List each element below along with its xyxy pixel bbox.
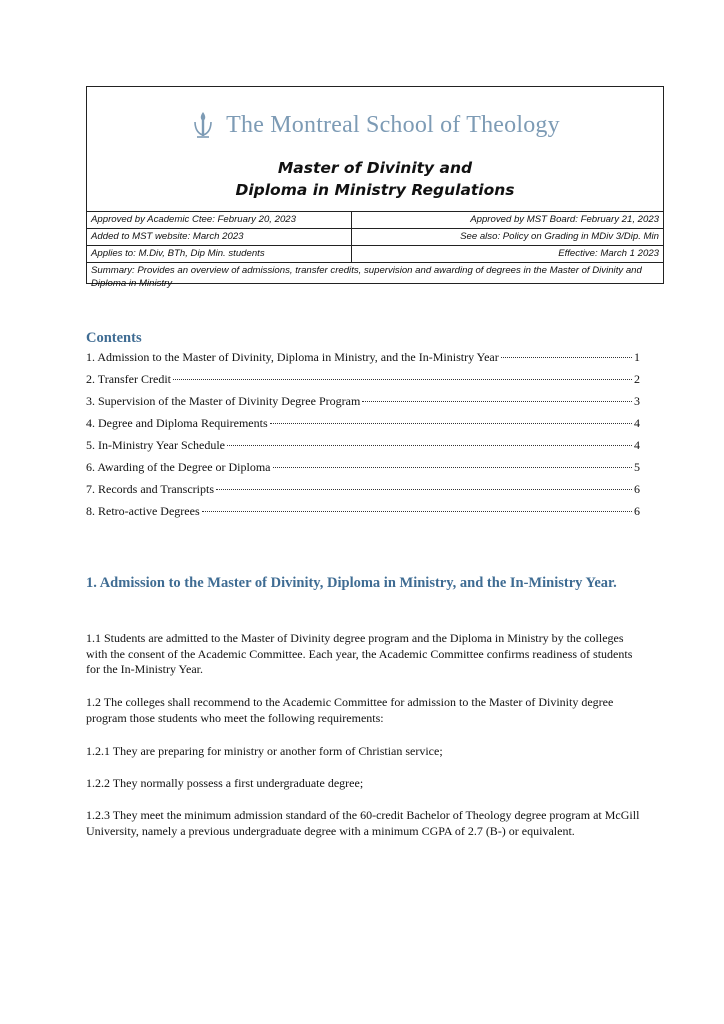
toc-item-label: 3. Supervision of the Master of Divinity Degree Program <box>86 394 361 408</box>
toc-item-label: 6. Awarding of the Degree or Diploma <box>86 460 271 474</box>
school-logo <box>87 109 663 141</box>
toc-leader-dots <box>270 423 632 424</box>
paragraph-1-2-2: 1.2.2 They normally possess a first undergraduate degree; <box>86 776 364 790</box>
toc-item-page: 6 <box>634 504 640 518</box>
toc-item-label: 7. Records and Transcripts <box>86 482 214 496</box>
toc-item-page: 6 <box>634 482 640 496</box>
metadata-row <box>87 263 663 292</box>
toc-item[interactable] <box>86 390 640 412</box>
toc-item[interactable] <box>86 412 640 434</box>
paragraph-1-2-3: 1.2.3 They meet the minimum admission standard of the 60-credit Bachelor of Theology degree program at McGill University, namely a previous undergraduate degree with a minimum CGPA of 2.7 (B-) or equivalent. <box>86 808 640 838</box>
effective-date: Effective: March 1 2023 <box>352 246 663 263</box>
section-1-heading: 1. Admission to the Master of Divinity, Diploma in Ministry, and the In-Ministry Year. <box>86 575 617 591</box>
toc-leader-dots <box>173 379 632 380</box>
toc-leader-dots <box>216 489 632 490</box>
toc-item[interactable] <box>86 478 640 500</box>
toc-item-label: 2. Transfer Credit <box>86 372 171 386</box>
metadata-row <box>87 246 663 263</box>
toc-leader-dots <box>202 511 632 512</box>
toc-leader-dots <box>362 401 632 402</box>
paragraph-1-2: 1.2 The colleges shall recommend to the Academic Committee for admission to the Master of Divinity degree program those students who meet the following requirements: <box>86 695 614 725</box>
toc-leader-dots <box>501 357 632 358</box>
toc-item-page: 1 <box>634 350 640 364</box>
toc-item[interactable] <box>86 346 640 368</box>
summary: Summary: Provides an overview of admissions, transfer credits, supervision and awarding of degrees in the Master of Divinity and Diploma in Ministry <box>87 263 663 292</box>
metadata-row <box>87 212 663 229</box>
toc-item-label: 5. In-Ministry Year Schedule <box>86 438 225 452</box>
toc-item[interactable] <box>86 368 640 390</box>
cross-candle-icon <box>190 110 216 140</box>
approval-metadata-table <box>87 211 663 291</box>
toc-item-page: 4 <box>634 438 640 452</box>
table-of-contents <box>86 346 640 522</box>
document-header-box <box>86 86 664 289</box>
toc-item-page: 4 <box>634 416 640 430</box>
title-line-2: Diploma in Ministry Regulations <box>235 181 515 199</box>
paragraph-1-2-1: 1.2.1 They are preparing for ministry or another form of Christian service; <box>86 744 443 758</box>
toc-item-label: 8. Retro-active Degrees <box>86 504 200 518</box>
toc-item-page: 5 <box>634 460 640 474</box>
approved-by-board: Approved by MST Board: February 21, 2023 <box>352 212 663 229</box>
toc-leader-dots <box>227 445 632 446</box>
toc-item[interactable] <box>86 434 640 456</box>
toc-item-page: 3 <box>634 394 640 408</box>
title-line-1: Master of Divinity and <box>277 159 473 177</box>
added-to-website: Added to MST website: March 2023 <box>87 229 352 246</box>
toc-item-label: 1. Admission to the Master of Divinity, Diploma in Ministry, and the In-Ministry Year <box>86 350 499 364</box>
toc-leader-dots <box>273 467 632 468</box>
document-title <box>87 157 663 201</box>
see-also: See also: Policy on Grading in MDiv 3/Dip. Min <box>352 229 663 246</box>
toc-item-label: 4. Degree and Diploma Requirements <box>86 416 268 430</box>
paragraph-1-1: 1.1 Students are admitted to the Master of Divinity degree program and the Diploma in Ministry by the colleges with the consent of the Academic Committee. Each year, the Academic Committee confirms readiness of students for the In-Ministry Year. <box>86 631 633 677</box>
toc-item[interactable] <box>86 500 640 522</box>
metadata-row <box>87 229 663 246</box>
applies-to: Applies to: M.Div, BTh, Dip Min. students <box>87 246 352 263</box>
school-name: The Montreal School of Theology <box>226 111 560 138</box>
approved-by-committee: Approved by Academic Ctee: February 20, 2023 <box>87 212 352 229</box>
contents-heading: Contents <box>86 330 142 346</box>
toc-item[interactable] <box>86 456 640 478</box>
toc-item-page: 2 <box>634 372 640 386</box>
